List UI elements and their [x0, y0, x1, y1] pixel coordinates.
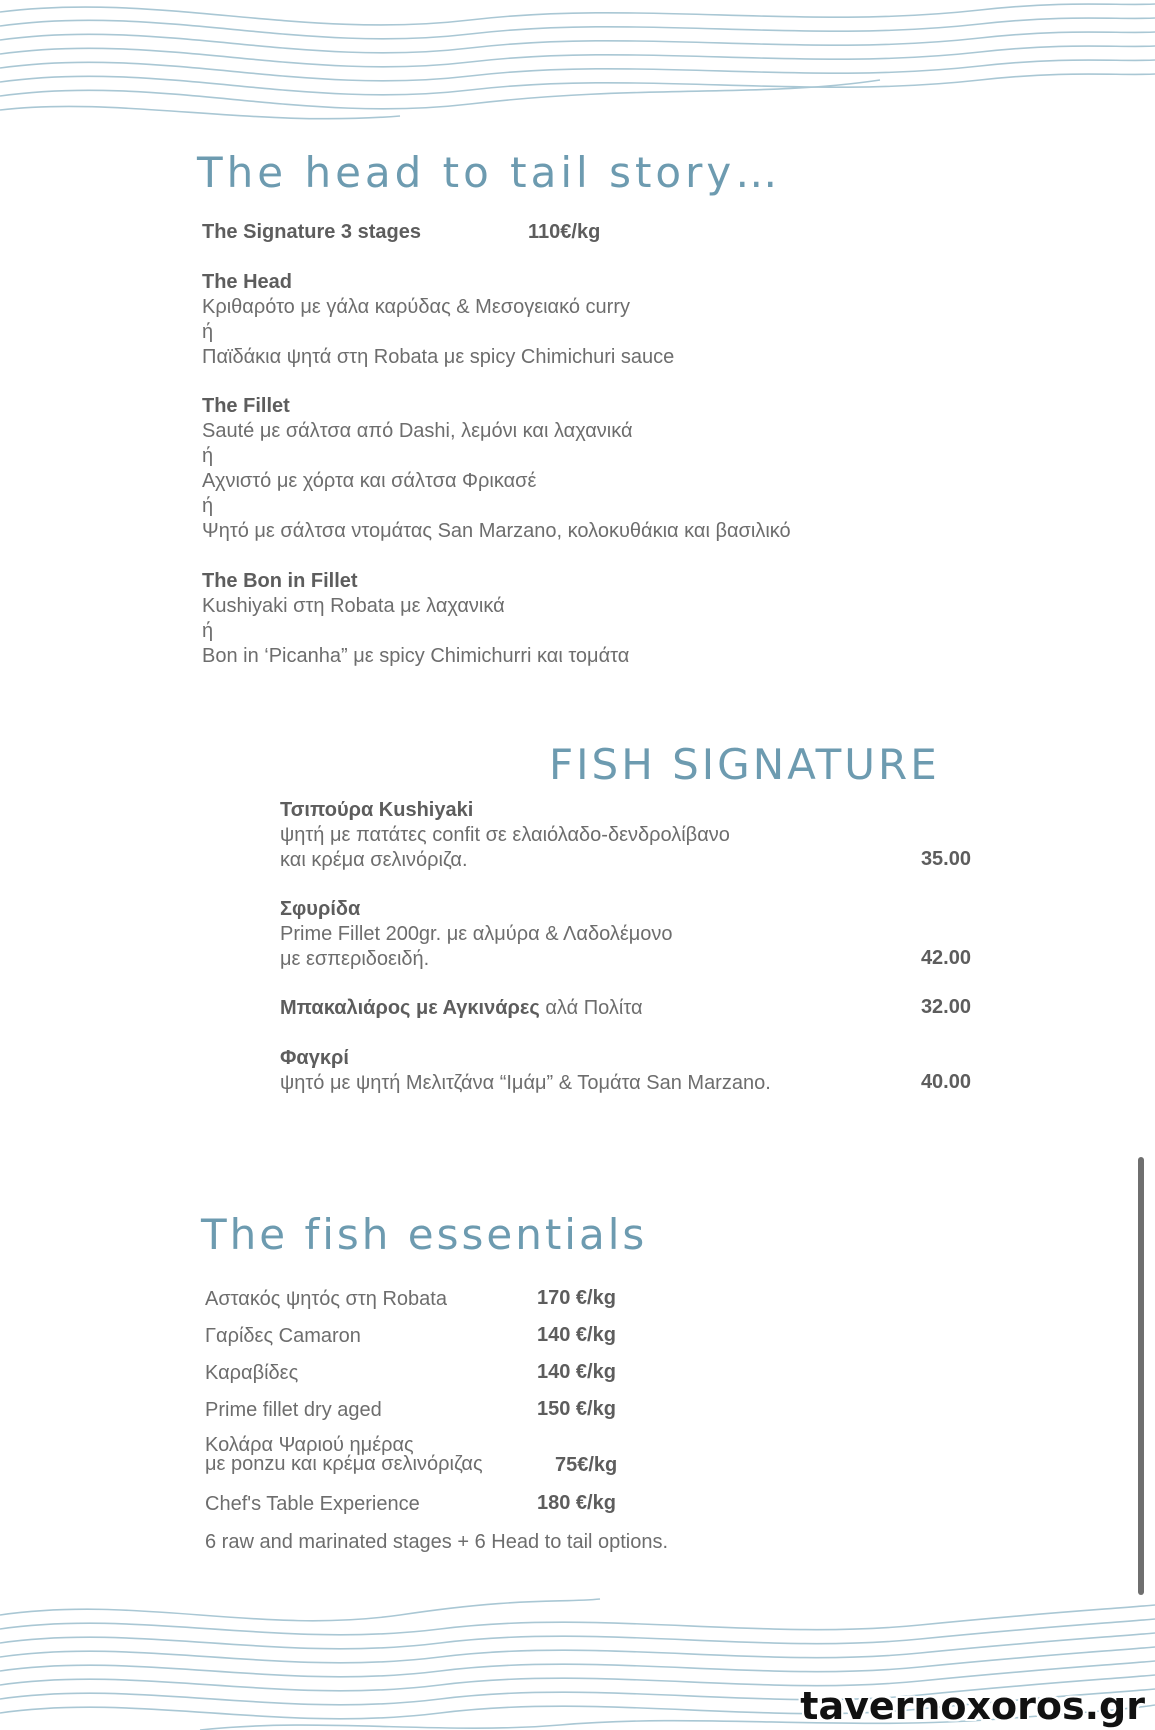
fish-signature-item-name: Φαγκρί: [280, 1047, 349, 1069]
fish-signature-item-desc: και κρέμα σελινόριζα.: [280, 849, 468, 871]
head-or: ή: [202, 321, 214, 343]
head-to-tail-title: The head to tail story…: [197, 148, 782, 197]
bon-in-fillet-or: ή: [202, 620, 214, 642]
watermark: tavernoxoros.gr: [800, 1684, 1145, 1728]
fish-signature-item-suffix: αλά Πολίτα: [539, 997, 643, 1019]
essentials-note: 6 raw and marinated stages + 6 Head to tail options.: [205, 1531, 669, 1553]
essentials-item-price: 170 €/kg: [537, 1287, 616, 1309]
fish-signature-item-name: Τσιπούρα Kushiyaki: [280, 799, 474, 821]
bon-in-fillet-title: The Bon in Fillet: [202, 570, 358, 592]
fish-signature-item-price: 32.00: [920, 996, 971, 1018]
signature-price: 110€/kg: [528, 221, 601, 243]
essentials-item-name: Καραβίδες: [205, 1362, 299, 1384]
bon-in-fillet-option-1: Kushiyaki στη Robata με λαχανικά: [202, 595, 505, 617]
essentials-item-price: 150 €/kg: [537, 1398, 616, 1420]
fish-signature-item-desc: με εσπεριδοειδή.: [280, 948, 430, 970]
fish-essentials-title: The fish essentials: [201, 1210, 648, 1259]
fillet-option-3: Ψητό με σάλτσα ντομάτας San Marzano, κολοκυθάκια και βασιλικό: [202, 520, 791, 542]
fish-signature-item-desc: ψητό με ψητή Μελιτζάνα “Ιμάμ” & Τομάτα San Marzano.: [280, 1072, 771, 1094]
top-wave-decoration: [0, 0, 1155, 130]
fish-signature-item-line: [280, 996, 643, 1021]
bon-in-fillet-option-2: Bon in ‘Picanha” με spicy Chimichurri και τομάτα: [202, 645, 630, 667]
fillet-title: The Fillet: [202, 395, 290, 417]
essentials-item-name-2: με ponzu και κρέμα σελινόριζας: [205, 1453, 483, 1475]
signature-label: The Signature 3 stages: [202, 221, 421, 243]
essentials-item-price: 180 €/kg: [537, 1492, 616, 1514]
fillet-option-1: Sauté με σάλτσα από Dashi, λεμόνι και λαχανικά: [202, 420, 633, 442]
head-title: The Head: [202, 271, 293, 293]
fish-signature-item-price: 40.00: [920, 1071, 971, 1093]
fillet-or-1: ή: [202, 445, 214, 467]
fish-signature-item-name: Μπακαλιάρος με Αγκινάρες: [280, 997, 540, 1019]
fish-signature-item-desc: ψητή με πατάτες confit σε ελαιόλαδο-δενδρολίβανο: [280, 824, 730, 846]
fillet-or-2: ή: [202, 495, 214, 517]
fish-signature-item-desc: Prime Fillet 200gr. με αλμύρα & Λαδολέμονο: [280, 923, 673, 945]
fish-signature-item-price: 35.00: [920, 848, 971, 870]
essentials-item-name: Κολάρα Ψαριού ημέρας: [205, 1434, 414, 1456]
essentials-item-price: 140 €/kg: [537, 1324, 616, 1346]
fish-signature-item-name: Σφυρίδα: [280, 898, 361, 920]
essentials-item-price: 75€/kg: [555, 1454, 618, 1476]
essentials-item-name: Chef's Table Experience: [205, 1493, 420, 1515]
essentials-item-name: Αστακός ψητός στη Robata: [205, 1288, 447, 1310]
essentials-item-name: Γαρίδες Camaron: [205, 1325, 361, 1347]
fish-signature-title: FISH SIGNATURE: [549, 740, 940, 789]
head-option-1: Κριθαρότο με γάλα καρύδας & Μεσογειακό curry: [202, 296, 630, 318]
fish-signature-item-price: 42.00: [920, 947, 971, 969]
head-option-2: Παϊδάκια ψητά στη Robata με spicy Chimichuri sauce: [202, 346, 675, 368]
essentials-item-price: 140 €/kg: [537, 1361, 616, 1383]
scrollbar-thumb[interactable]: [1138, 1157, 1144, 1595]
fillet-option-2: Αχνιστό με χόρτα και σάλτσα Φρικασέ: [202, 470, 537, 492]
essentials-item-name: Prime fillet dry aged: [205, 1399, 382, 1421]
